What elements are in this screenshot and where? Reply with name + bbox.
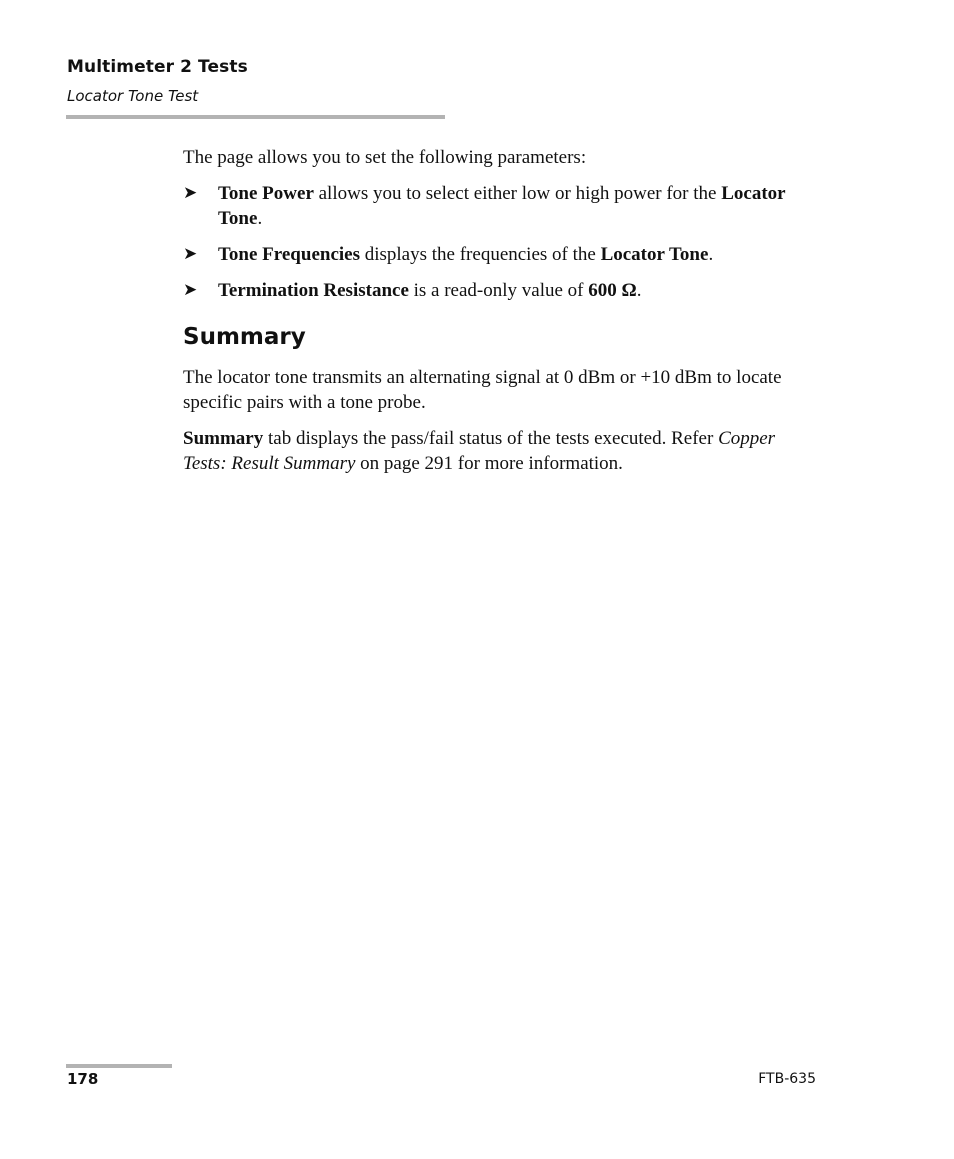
chapter-title: Multimeter 2 Tests bbox=[67, 57, 248, 77]
section-subtitle: Locator Tone Test bbox=[67, 87, 199, 105]
ref-locator-tone: Locator Tone bbox=[218, 183, 786, 229]
arrow-bullet-icon: ➤ bbox=[183, 183, 198, 203]
summary-text: tab displays the pass/fail status of the tests executed. Refer bbox=[263, 428, 719, 449]
summary-tab-paragraph bbox=[183, 426, 813, 476]
term-tone-power: Tone Power bbox=[218, 183, 314, 204]
cross-reference-link[interactable]: Copper Tests: Result Summary bbox=[183, 428, 776, 474]
page-content bbox=[183, 145, 813, 487]
footer-divider bbox=[66, 1064, 172, 1068]
resistance-value: 600 Ω bbox=[588, 280, 637, 301]
list-item bbox=[183, 181, 813, 231]
summary-heading: Summary bbox=[183, 324, 306, 350]
summary-paragraph: The locator tone transmits an alternating signal at 0 dBm or +10 dBm to locate specific pairs with a tone probe. bbox=[183, 367, 782, 413]
item-text: allows you to select either low or high power for the bbox=[313, 183, 722, 204]
list-item bbox=[183, 278, 813, 303]
summary-term: Summary bbox=[183, 428, 264, 449]
summary-end: on page 291 for more information. bbox=[355, 453, 623, 474]
term-termination-resistance: Termination Resistance bbox=[218, 280, 409, 301]
list-item bbox=[183, 242, 813, 267]
arrow-bullet-icon: ➤ bbox=[183, 280, 198, 300]
parameter-list bbox=[183, 181, 813, 303]
item-end: . bbox=[257, 208, 263, 229]
item-text: is a read-only value of bbox=[408, 280, 589, 301]
item-end: . bbox=[636, 280, 642, 301]
intro-paragraph: The page allows you to set the following parameters: bbox=[183, 147, 587, 168]
arrow-bullet-icon: ➤ bbox=[183, 244, 198, 264]
term-tone-frequencies: Tone Frequencies bbox=[218, 244, 360, 265]
item-end: . bbox=[708, 244, 714, 265]
document-id: FTB-635 bbox=[758, 1071, 816, 1087]
item-text: displays the frequencies of the bbox=[359, 244, 601, 265]
header-divider bbox=[66, 115, 445, 119]
page-number: 178 bbox=[67, 1070, 99, 1088]
ref-locator-tone: Locator Tone bbox=[600, 244, 709, 265]
